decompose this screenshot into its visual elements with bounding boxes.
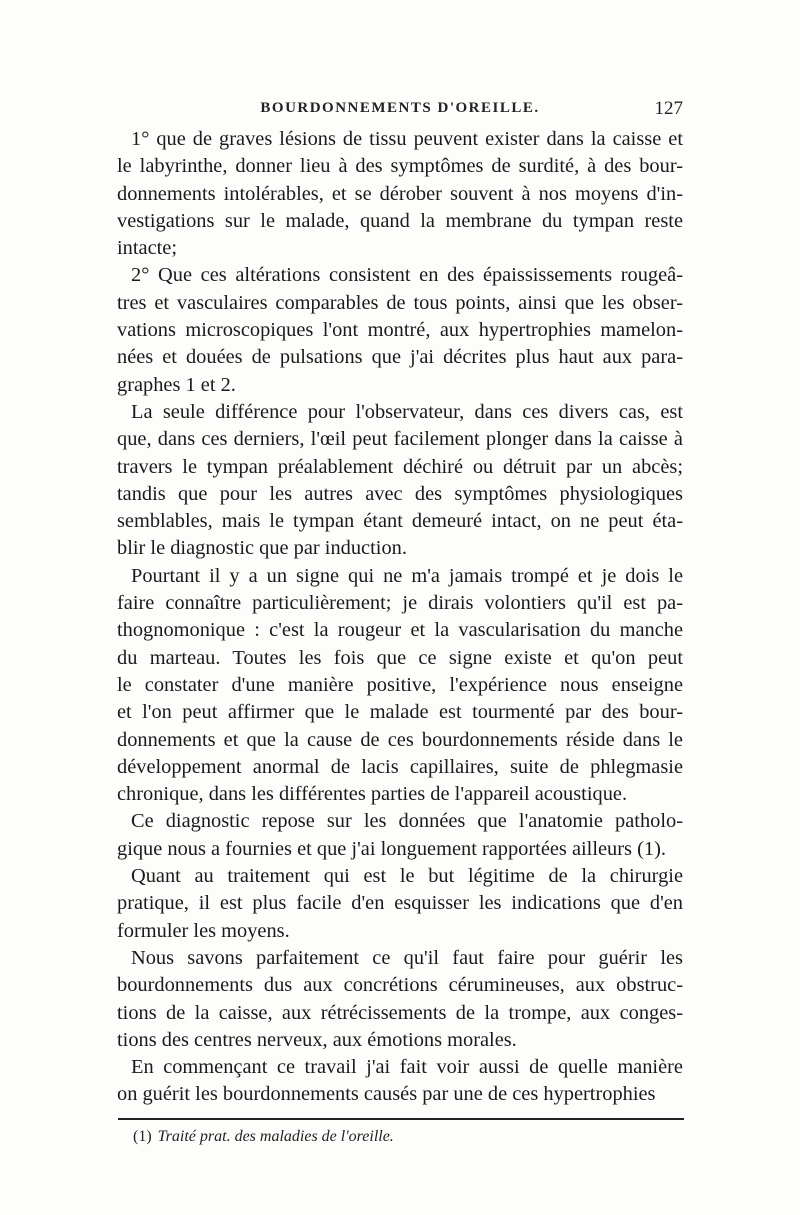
text-line: du marteau. Toutes les fois que ce signe existe et qu'on peut [117,646,683,669]
text-line: et l'on peut affirmer que le malade est tourmenté par des bour- [117,701,683,724]
text-line: pratique, il est plus facile d'en esquisser les indications que d'en [117,892,683,915]
text-line: bourdonnements dus aux concrétions cérumineuses, aux obstruc- [117,974,683,997]
text-line: chronique, dans les différentes parties de l'appareil acoustique. [117,783,628,806]
text-line: 1° que de graves lésions de tissu peuvent exister dans la caisse et [131,128,683,150]
text-line: graphes 1 et 2. [117,373,236,396]
text-line: tions des centres nerveux, aux émotions morales. [117,1028,517,1051]
text-line: le labyrinthe, donner lieu à des symptômes de surdité, à des bour- [117,155,683,178]
text-line: nées et douées de pulsations que j'ai décrites plus haut aux para- [117,346,683,369]
text-line: En commençant ce travail j'ai fait voir aussi de quelle manière [131,1056,683,1079]
text-line: blir le diagnostic que par induction. [117,537,407,560]
paragraph [117,945,683,1054]
paragraph [117,262,683,398]
text-line: formuler les moyens. [117,919,290,942]
paragraph [117,399,683,563]
text-line: on guérit les bourdonnements causés par une de ces hypertrophies [117,1083,656,1106]
text-line: tions de la caisse, aux rétrécissements de la trompe, aux conges- [117,1001,683,1024]
running-title: BOURDONNEMENTS D'OREILLE. [260,100,540,116]
text-line: développement anormal de lacis capillaires, suite de phlegmasie [117,755,683,778]
text-line: le constater d'une manière positive, l'expérience nous enseigne [117,673,683,696]
text-line: Ce diagnostic repose sur les données que l'anatomie patholo- [131,810,683,833]
text-line: tandis que pour les autres avec des symptômes physiologiques [117,482,683,505]
paragraph [117,1054,683,1109]
running-head [115,100,685,124]
footnote-text: Traité prat. des maladies de l'oreille. [157,1128,394,1145]
paragraph [117,126,683,262]
page-number: 127 [654,98,683,119]
paragraph [117,563,683,809]
text-line: thognomonique : c'est la rougeur et la vascularisation du manche [117,619,683,642]
text-line: donnements intolérables, et se dérober souvent à nos moyens d'in- [117,182,683,205]
text-line: gique nous a fournies et que j'ai longuement rapportées ailleurs (1). [117,837,666,860]
text-line: intacte; [117,237,178,260]
text-line: semblables, mais le tympan étant demeuré intact, on ne peut éta- [117,510,683,533]
text-line: que, dans ces derniers, l'œil peut facilement plonger dans la caisse à [117,428,683,451]
text-line: Nous savons parfaitement ce qu'il faut faire pour guérir les [131,946,683,969]
text-line: 2° Que ces altérations consistent en des épaississements rougeâ- [131,264,683,287]
footnote-rule [118,1118,684,1120]
paragraph [117,808,683,863]
footnote [133,1128,394,1146]
text-line: Quant au traitement qui est le but légitime de la chirurgie [131,865,683,888]
text-line: Pourtant il y a un signe qui ne m'a jamais trompé et je dois le [131,564,683,587]
text-line: faire connaître particulièrement; je dirais volontiers qu'il est pa- [117,592,683,615]
text-line: La seule différence pour l'observateur, dans ces divers cas, est [131,400,683,423]
body-text [117,126,683,1109]
footnote-marker: (1) [133,1128,152,1145]
text-line: tres et vasculaires comparables de tous points, ainsi que les obser- [117,291,683,314]
text-line: travers le tympan préalablement déchiré ou détruit par un abcès; [117,455,683,478]
paragraph [117,863,683,945]
text-line: vations microscopiques l'ont montré, aux hypertrophies mamelon- [117,319,683,342]
text-line: vestigations sur le malade, quand la membrane du tympan reste [117,209,683,232]
text-line: donnements et que la cause de ces bourdonnements réside dans le [117,728,683,751]
